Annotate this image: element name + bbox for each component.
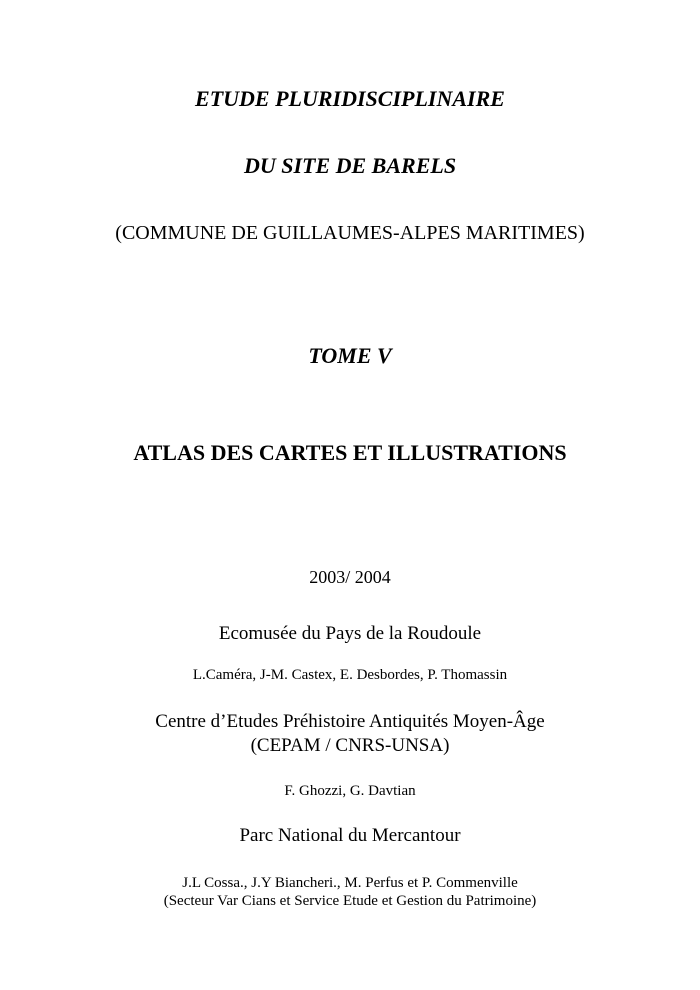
tome-heading: TOME V [308, 343, 392, 368]
years: 2003/ 2004 [309, 567, 391, 587]
org-name-cepam: Centre d’Etudes Préhistoire Antiquités Moyen-Âge [155, 711, 545, 732]
atlas-heading: ATLAS DES CARTES ET ILLUSTRATIONS [133, 440, 567, 465]
org-people-parc-line2: (Secteur Var Cians et Service Etude et Gestion du Patrimoine) [163, 893, 537, 909]
title-line-1: ETUDE PLURIDISCIPLINAIRE [195, 86, 505, 111]
org-name-parc: Parc National du Mercantour [239, 825, 461, 846]
org-people-parc: J.L Cossa., J.Y Biancheri., M. Perfus et P. Commenville [182, 875, 518, 891]
title-line-2: DU SITE DE BARELS [243, 153, 457, 178]
org-people-cepam: F. Ghozzi, G. Davtian [284, 783, 416, 799]
commune-subtitle: (COMMUNE DE GUILLAUMES-ALPES MARITIMES) [115, 222, 585, 244]
org-name-ecomusee: Ecomusée du Pays de la Roudoule [218, 623, 482, 644]
org-name-cepam-line2: (CEPAM / CNRS-UNSA) [250, 735, 450, 756]
org-people-ecomusee: L.Caméra, J-M. Castex, E. Desbordes, P. Thomassin [192, 667, 508, 683]
